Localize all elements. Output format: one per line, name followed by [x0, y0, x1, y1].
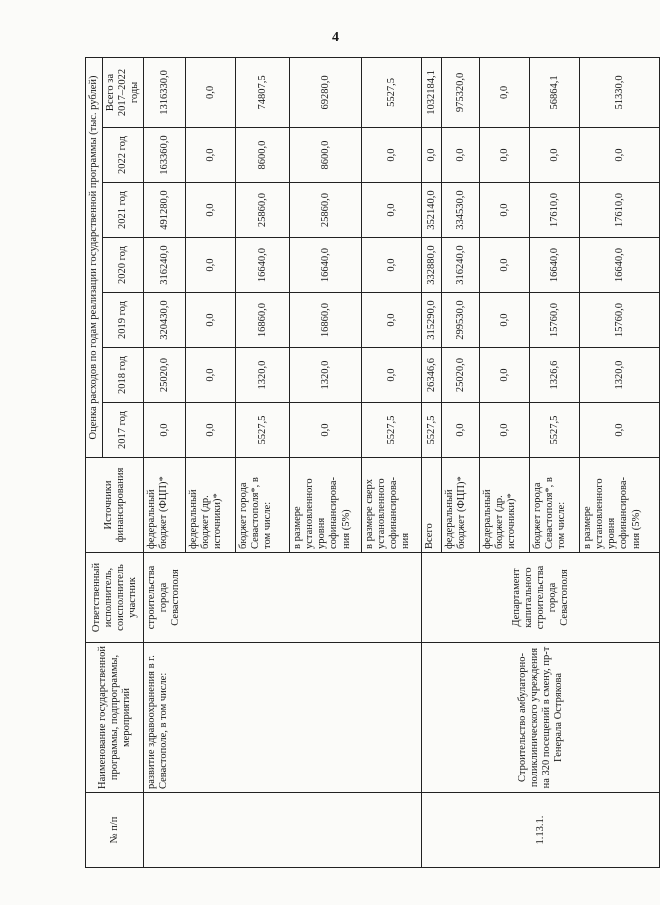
- header-estimate: Оценка расходов по годам реализации государственной программы (тыс. рублей): [86, 57, 103, 457]
- value-cell: 16860,0: [290, 293, 362, 348]
- value-cell: 0,0: [580, 403, 660, 458]
- value-cell: 26346,6: [422, 348, 442, 403]
- total-cell: 74807,5: [236, 57, 290, 127]
- total-cell: 975320,0: [442, 57, 480, 127]
- value-cell: 5527,5: [530, 403, 580, 458]
- rotated-table-container: [85, 58, 642, 868]
- value-cell: 25020,0: [144, 348, 186, 403]
- year-header: 2020 год: [103, 238, 144, 293]
- value-cell: 16640,0: [236, 238, 290, 293]
- value-cell: 17610,0: [530, 183, 580, 238]
- total-cell: 51330,0: [580, 57, 660, 127]
- source-cell: бюджет города Севастополя*, в том числе:: [530, 458, 580, 553]
- value-cell: 299530,0: [442, 293, 480, 348]
- measure-name: развитие здравоохранения в г. Севастополе, в том числе:: [144, 643, 422, 793]
- value-cell: 0,0: [186, 293, 236, 348]
- value-cell: 316240,0: [442, 238, 480, 293]
- year-header: 2019 год: [103, 293, 144, 348]
- value-cell: 0,0: [480, 183, 530, 238]
- value-cell: 0,0: [186, 403, 236, 458]
- responsible-executor: строительства города Севастополя: [144, 553, 422, 643]
- value-cell: 0,0: [442, 128, 480, 183]
- budget-table: [85, 57, 660, 868]
- measure-name: Строительство амбулаторно-поликлинического учреждения на 320 посещений в смену, пр-т Генерала Острякова: [422, 643, 660, 793]
- value-cell: 0,0: [480, 128, 530, 183]
- value-cell: 163360,0: [144, 128, 186, 183]
- value-cell: 332880,0: [422, 238, 442, 293]
- value-cell: 0,0: [580, 128, 660, 183]
- table-row: [422, 57, 442, 867]
- value-cell: 334530,0: [442, 183, 480, 238]
- value-cell: 0,0: [480, 238, 530, 293]
- total-header: Всего за 2017–2022 годы: [103, 57, 144, 127]
- source-cell: федеральный бюджет (ФЦП)*: [442, 458, 480, 553]
- value-cell: 0,0: [144, 403, 186, 458]
- value-cell: 16860,0: [236, 293, 290, 348]
- value-cell: 0,0: [480, 403, 530, 458]
- value-cell: 25860,0: [236, 183, 290, 238]
- value-cell: 0,0: [362, 183, 422, 238]
- total-cell: 0,0: [480, 57, 530, 127]
- row-num-cell: [144, 793, 422, 868]
- total-cell: 1316330,0: [144, 57, 186, 127]
- total-cell: 1032184,1: [422, 57, 442, 127]
- value-cell: 16640,0: [530, 238, 580, 293]
- page-number: 4: [332, 30, 339, 45]
- value-cell: 0,0: [290, 403, 362, 458]
- value-cell: 0,0: [186, 128, 236, 183]
- value-cell: 0,0: [362, 128, 422, 183]
- source-cell: федеральный бюджет (ФЦП)*: [144, 458, 186, 553]
- value-cell: 352140,0: [422, 183, 442, 238]
- value-cell: 1320,0: [580, 348, 660, 403]
- value-cell: 315290,0: [422, 293, 442, 348]
- responsible-executor: Департамент капитального строительства города Севастополя: [422, 553, 660, 643]
- value-cell: 1326,6: [530, 348, 580, 403]
- total-cell: 56864,1: [530, 57, 580, 127]
- year-header: 2017 год: [103, 403, 144, 458]
- source-cell: федеральный бюджет (др. источники)*: [480, 458, 530, 553]
- table-row: [144, 57, 186, 867]
- source-cell: в размере установленного уровня софинансирова-ния (5%): [290, 458, 362, 553]
- value-cell: 8600,0: [290, 128, 362, 183]
- value-cell: 25020,0: [442, 348, 480, 403]
- value-cell: 0,0: [480, 348, 530, 403]
- value-cell: 0,0: [186, 183, 236, 238]
- value-cell: 15760,0: [530, 293, 580, 348]
- value-cell: 15760,0: [580, 293, 660, 348]
- total-cell: 5527,5: [362, 57, 422, 127]
- year-header: 2022 год: [103, 128, 144, 183]
- header-name: Наименование государственной программы, подпрограммы, мероприятий: [86, 643, 144, 793]
- value-cell: 320430,0: [144, 293, 186, 348]
- value-cell: 0,0: [480, 293, 530, 348]
- source-cell: Всего: [422, 458, 442, 553]
- value-cell: 491280,0: [144, 183, 186, 238]
- value-cell: 17610,0: [580, 183, 660, 238]
- year-header: 2021 год: [103, 183, 144, 238]
- value-cell: 0,0: [530, 128, 580, 183]
- value-cell: 316240,0: [144, 238, 186, 293]
- value-cell: 0,0: [186, 348, 236, 403]
- source-cell: в размере установленного уровня софинансирова-ния (5%): [580, 458, 660, 553]
- value-cell: 5527,5: [422, 403, 442, 458]
- source-cell: федеральный бюджет (др. источники)*: [186, 458, 236, 553]
- total-cell: 0,0: [186, 57, 236, 127]
- total-cell: 69280,0: [290, 57, 362, 127]
- value-cell: 16640,0: [290, 238, 362, 293]
- header-source: Источники финансирования: [86, 458, 144, 553]
- value-cell: 1320,0: [290, 348, 362, 403]
- header-num: № п/п: [86, 793, 144, 868]
- value-cell: 5527,5: [236, 403, 290, 458]
- header-responsible: Ответственный исполнитель, соисполнитель участник: [86, 553, 144, 643]
- value-cell: 1320,0: [236, 348, 290, 403]
- value-cell: 0,0: [186, 238, 236, 293]
- value-cell: 0,0: [362, 238, 422, 293]
- value-cell: 25860,0: [290, 183, 362, 238]
- source-cell: в размере сверх установленного софинансирова-ния: [362, 458, 422, 553]
- value-cell: 0,0: [362, 348, 422, 403]
- value-cell: 16640,0: [580, 238, 660, 293]
- source-cell: бюджет города Севастополя*, в том числе:: [236, 458, 290, 553]
- value-cell: 0,0: [422, 128, 442, 183]
- value-cell: 5527,5: [362, 403, 422, 458]
- value-cell: 0,0: [442, 403, 480, 458]
- row-number: 1.13.1.: [422, 793, 660, 868]
- value-cell: 8600,0: [236, 128, 290, 183]
- value-cell: 0,0: [362, 293, 422, 348]
- year-header: 2018 год: [103, 348, 144, 403]
